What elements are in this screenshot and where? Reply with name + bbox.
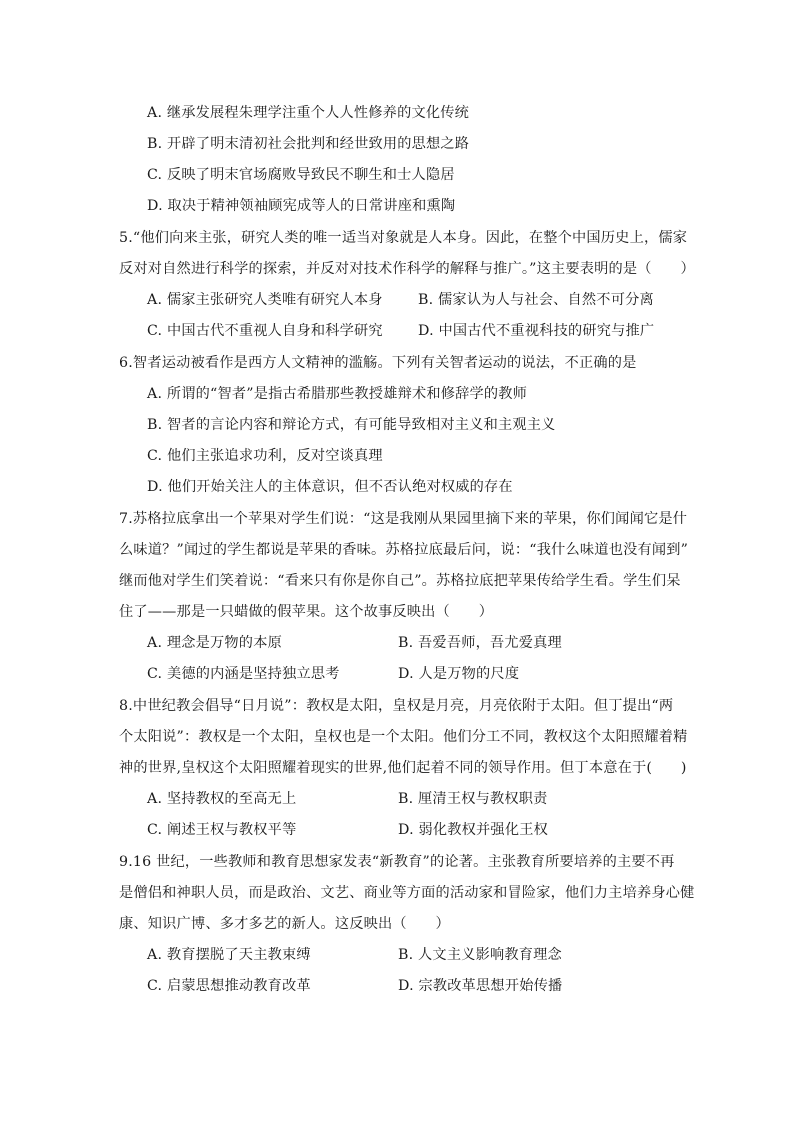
q5-option-b: B. 儒家认为人与社会、自然不可分离 bbox=[418, 292, 654, 308]
q6-option-d: D. 他们开始关注人的主体意识，但不否认绝对权威的存在 bbox=[147, 479, 513, 495]
q8-option-d: D. 弱化教权并强化王权 bbox=[398, 822, 548, 838]
q6-option-c: C. 他们主张追求功利，反对空谈真理 bbox=[147, 448, 383, 464]
q6-stem-line-1: 6.智者运动被看作是西方人文精神的滥觞。下列有关智者运动的说法，不正确的是 bbox=[119, 355, 637, 371]
q4-option-c: C. 反映了明末官场腐败导致民不聊生和士人隐居 bbox=[147, 167, 455, 183]
q4-option-b: B. 开辟了明末清初社会批判和经世致用的思想之路 bbox=[147, 136, 470, 152]
q9-option-a: A. 教育摆脱了天主教束缚 bbox=[147, 947, 311, 963]
q5-option-c: C. 中国古代不重视人自身和科学研究 bbox=[147, 323, 383, 339]
q7-option-d: D. 人是万物的尺度 bbox=[398, 666, 520, 682]
q6-option-a: A. 所谓的“智者”是指古希腊那些教授雄辩术和修辞学的教师 bbox=[147, 386, 528, 402]
q7-stem-line-2: 么味道？”闻过的学生都说是苹果的香味。苏格拉底最后问，说：“我什么味道也没有闻到” bbox=[119, 542, 689, 558]
q7-stem-line-4: 住了——那是一只蜡做的假苹果。这个故事反映出（ ） bbox=[119, 604, 494, 620]
q5-stem-line-1: 5.“他们向来主张，研究人类的唯一适当对象就是人本身。因此，在整个中国历史上，儒家 bbox=[119, 230, 688, 246]
q8-option-a: A. 坚持教权的至高无上 bbox=[147, 791, 297, 807]
q8-stem-line-2: 个太阳说”：教权是一个太阳，皇权也是一个太阳。他们分工不同，教权这个太阳照耀着精 bbox=[119, 729, 688, 745]
q7-option-b: B. 吾爱吾师，吾尤爱真理 bbox=[398, 635, 562, 651]
q9-option-c: C. 启蒙思想推动教育改革 bbox=[147, 978, 311, 994]
q7-option-c: C. 美德的内涵是坚持独立思考 bbox=[147, 666, 340, 682]
q4-option-a: A. 继承发展程朱理学注重个人人性修养的文化传统 bbox=[147, 105, 470, 121]
q8-option-c: C. 阐述王权与教权平等 bbox=[147, 822, 297, 838]
q7-stem-line-1: 7.苏格拉底拿出一个苹果对学生们说：“这是我刚从果园里摘下来的苹果，你们闻闻它是什 bbox=[119, 511, 688, 527]
q7-option-a: A. 理念是万物的本原 bbox=[147, 635, 282, 651]
q9-option-d: D. 宗教改革思想开始传播 bbox=[398, 978, 563, 994]
q7-stem-line-3: 继而他对学生们笑着说：“看来只有你是你自己”。苏格拉底把苹果传给学生看。学生们呆 bbox=[119, 573, 681, 589]
q8-stem-line-3: 神的世界,皇权这个太阳照耀着现实的世界,他们起着不同的领导作用。但丁本意在于( ) bbox=[119, 760, 687, 776]
q8-stem-line-1: 8.中世纪教会倡导“日月说”：教权是太阳，皇权是月亮，月亮依附于太阳。但丁提出“两 bbox=[119, 698, 674, 714]
q9-stem-line-3: 康、知识广博、多才多艺的新人。这反映出（ ） bbox=[119, 916, 450, 932]
q5-option-d: D. 中国古代不重视科技的研究与推广 bbox=[418, 323, 655, 339]
q5-option-a: A. 儒家主张研究人类唯有研究人本身 bbox=[147, 292, 383, 308]
q9-stem-line-1: 9.16 世纪，一些教师和教育思想家发表“新教育”的论著。主张教育所要培养的主要不再 bbox=[119, 854, 675, 870]
q5-stem-line-2: 反对对自然进行科学的探索，并反对对技术作科学的解释与推广。”这主要表明的是（ ） bbox=[119, 261, 695, 277]
q8-option-b: B. 厘清王权与教权职责 bbox=[398, 791, 548, 807]
q9-option-b: B. 人文主义影响教育理念 bbox=[398, 947, 562, 963]
q4-option-d: D. 取决于精神领袖顾宪成等人的日常讲座和熏陶 bbox=[147, 198, 456, 214]
q9-stem-line-2: 是僧侣和神职人员，而是政治、文艺、商业等方面的活动家和冒险家，他们力主培养身心健 bbox=[119, 885, 695, 901]
q6-option-b: B. 智者的言论内容和辩论方式，有可能导致相对主义和主观主义 bbox=[147, 417, 556, 433]
